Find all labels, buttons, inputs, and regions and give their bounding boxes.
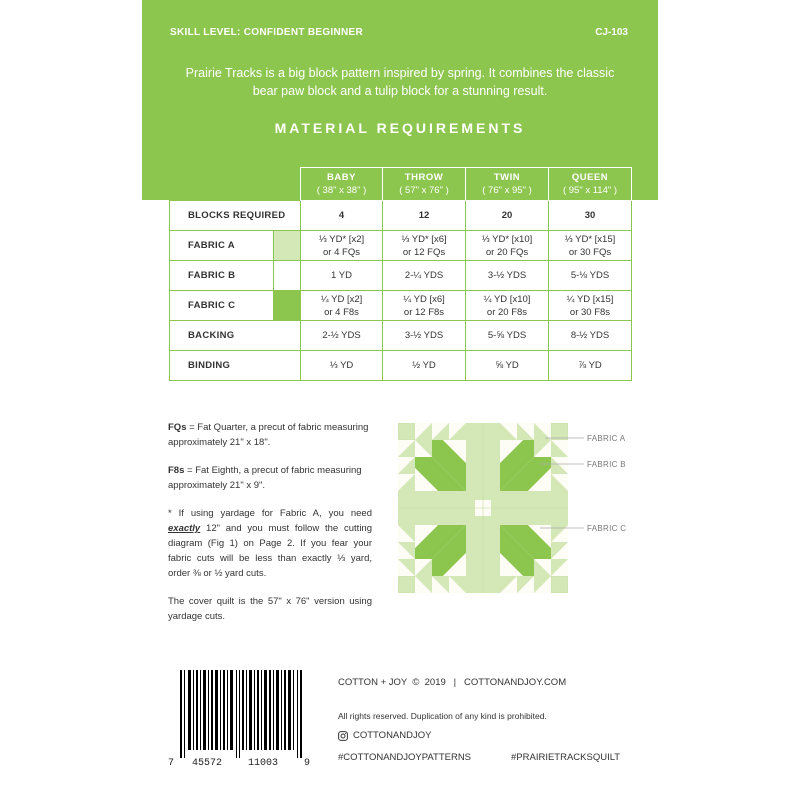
cover-note: The cover quilt is the 57" x 76" version using yardage cuts. [168, 596, 372, 622]
table-cell: 2-¼ YDS [383, 261, 466, 291]
barcode-digit: 11003 [248, 758, 279, 769]
table-cell: 5-⅛ YDS [549, 261, 632, 291]
table-row [170, 201, 632, 231]
section-title: MATERIAL REQUIREMENTS [274, 120, 526, 136]
table-row [170, 321, 632, 351]
table-cell: 4 [301, 201, 383, 231]
table-cell: ¼ YD [x2] or 4 F8s [301, 291, 383, 321]
table-cell: 12 [383, 201, 466, 231]
table-cell: 1 YD [301, 261, 383, 291]
table-cell: 3-½ YDS [383, 321, 466, 351]
row-label: FABRIC A [170, 231, 274, 261]
row-label: BACKING [170, 321, 301, 351]
fabric-c-label: FABRIC C [587, 524, 627, 533]
row-label: FABRIC C [170, 291, 274, 321]
row-label: BLOCKS REQUIRED [170, 201, 301, 231]
fabric-a-label: FABRIC A [587, 434, 626, 443]
yardage-note: * If using yardage for Fabric A, you need exactly 12" and you must follow the cutting diagram (Fig 1) on Page 2. If you fear your fabric cuts will be less than exactly ⅓ yard, order ⅜ or ½ yard cuts. [168, 508, 372, 579]
table-cell: 30 [549, 201, 632, 231]
table-row [170, 231, 632, 261]
instagram-handle: COTTONANDJOY [353, 730, 432, 741]
row-label: BINDING [170, 351, 301, 381]
pattern-code: CJ-103 [595, 27, 628, 38]
hashtag-quilt: #PRAIRIETRACKSQUILT [511, 752, 621, 763]
intro-text: Prairie Tracks is a big block pattern inspired by spring. It combines the classic bear paw block and a tulip block for a stunning result. [185, 66, 615, 98]
table-cell: ⅞ YD [549, 351, 632, 381]
rights-notice: All rights reserved. Duplication of any kind is prohibited. [338, 711, 547, 721]
barcode-digit: 7 [168, 758, 175, 769]
table-cell: 8-½ YDS [549, 321, 632, 351]
barcode-digit: 45572 [192, 758, 223, 769]
table-cell: 20 [466, 201, 549, 231]
table-cell: ⅓ YD* [x15] or 30 FQs [549, 231, 632, 261]
table-cell: ⅓ YD* [x10] or 20 FQs [466, 231, 549, 261]
instagram-icon [338, 731, 348, 741]
row-label: FABRIC B [170, 261, 274, 291]
column-header: THROW ( 57" x 76" ) [383, 168, 466, 201]
instagram-line [338, 730, 431, 741]
table-cell: ⅓ YD [301, 351, 383, 381]
copyright: COTTON + JOY © 2019 | COTTONANDJOY.COM [338, 677, 567, 688]
table-cell: ¼ YD [x15] or 30 F8s [549, 291, 632, 321]
table-cell: 3-½ YDS [466, 261, 549, 291]
notes [168, 420, 372, 637]
barcode [180, 670, 302, 758]
table-cell: 5-⅝ YDS [466, 321, 549, 351]
fq-note: FQs = Fat Quarter, a precut of fabric measuring approximately 21" x 18". [168, 422, 369, 448]
f8-note: F8s = Fat Eighth, a precut of fabric measuring approximately 21" x 9". [168, 465, 362, 491]
table-cell: ½ YD [383, 351, 466, 381]
fabric-b-swatch [274, 261, 301, 291]
table-row [170, 261, 632, 291]
table-cell: ¼ YD [x6] or 12 F8s [383, 291, 466, 321]
table-cell: 2-½ YDS [301, 321, 383, 351]
material-table [169, 167, 632, 381]
table-header-row [170, 168, 632, 201]
table-cell: ¼ YD [x10] or 20 F8s [466, 291, 549, 321]
table-cell: ⅓ YD* [x6] or 12 FQs [383, 231, 466, 261]
column-header: BABY ( 38" x 38" ) [301, 168, 383, 201]
skill-level: SKILL LEVEL: CONFIDENT BEGINNER [170, 27, 364, 38]
column-header: QUEEN ( 95" x 114" ) [549, 168, 632, 201]
fabric-b-label: FABRIC B [587, 460, 626, 469]
barcode-digit: 9 [304, 758, 311, 769]
fabric-c-swatch [274, 291, 301, 321]
table-cell: ⅓ YD* [x2] or 4 FQs [301, 231, 383, 261]
table-cell: ⅝ YD [466, 351, 549, 381]
hashtag-patterns: #COTTONANDJOYPATTERNS [338, 752, 472, 763]
column-header: TWIN ( 76" x 95" ) [466, 168, 549, 201]
table-row [170, 291, 632, 321]
fabric-a-swatch [274, 231, 301, 261]
table-row [170, 351, 632, 381]
